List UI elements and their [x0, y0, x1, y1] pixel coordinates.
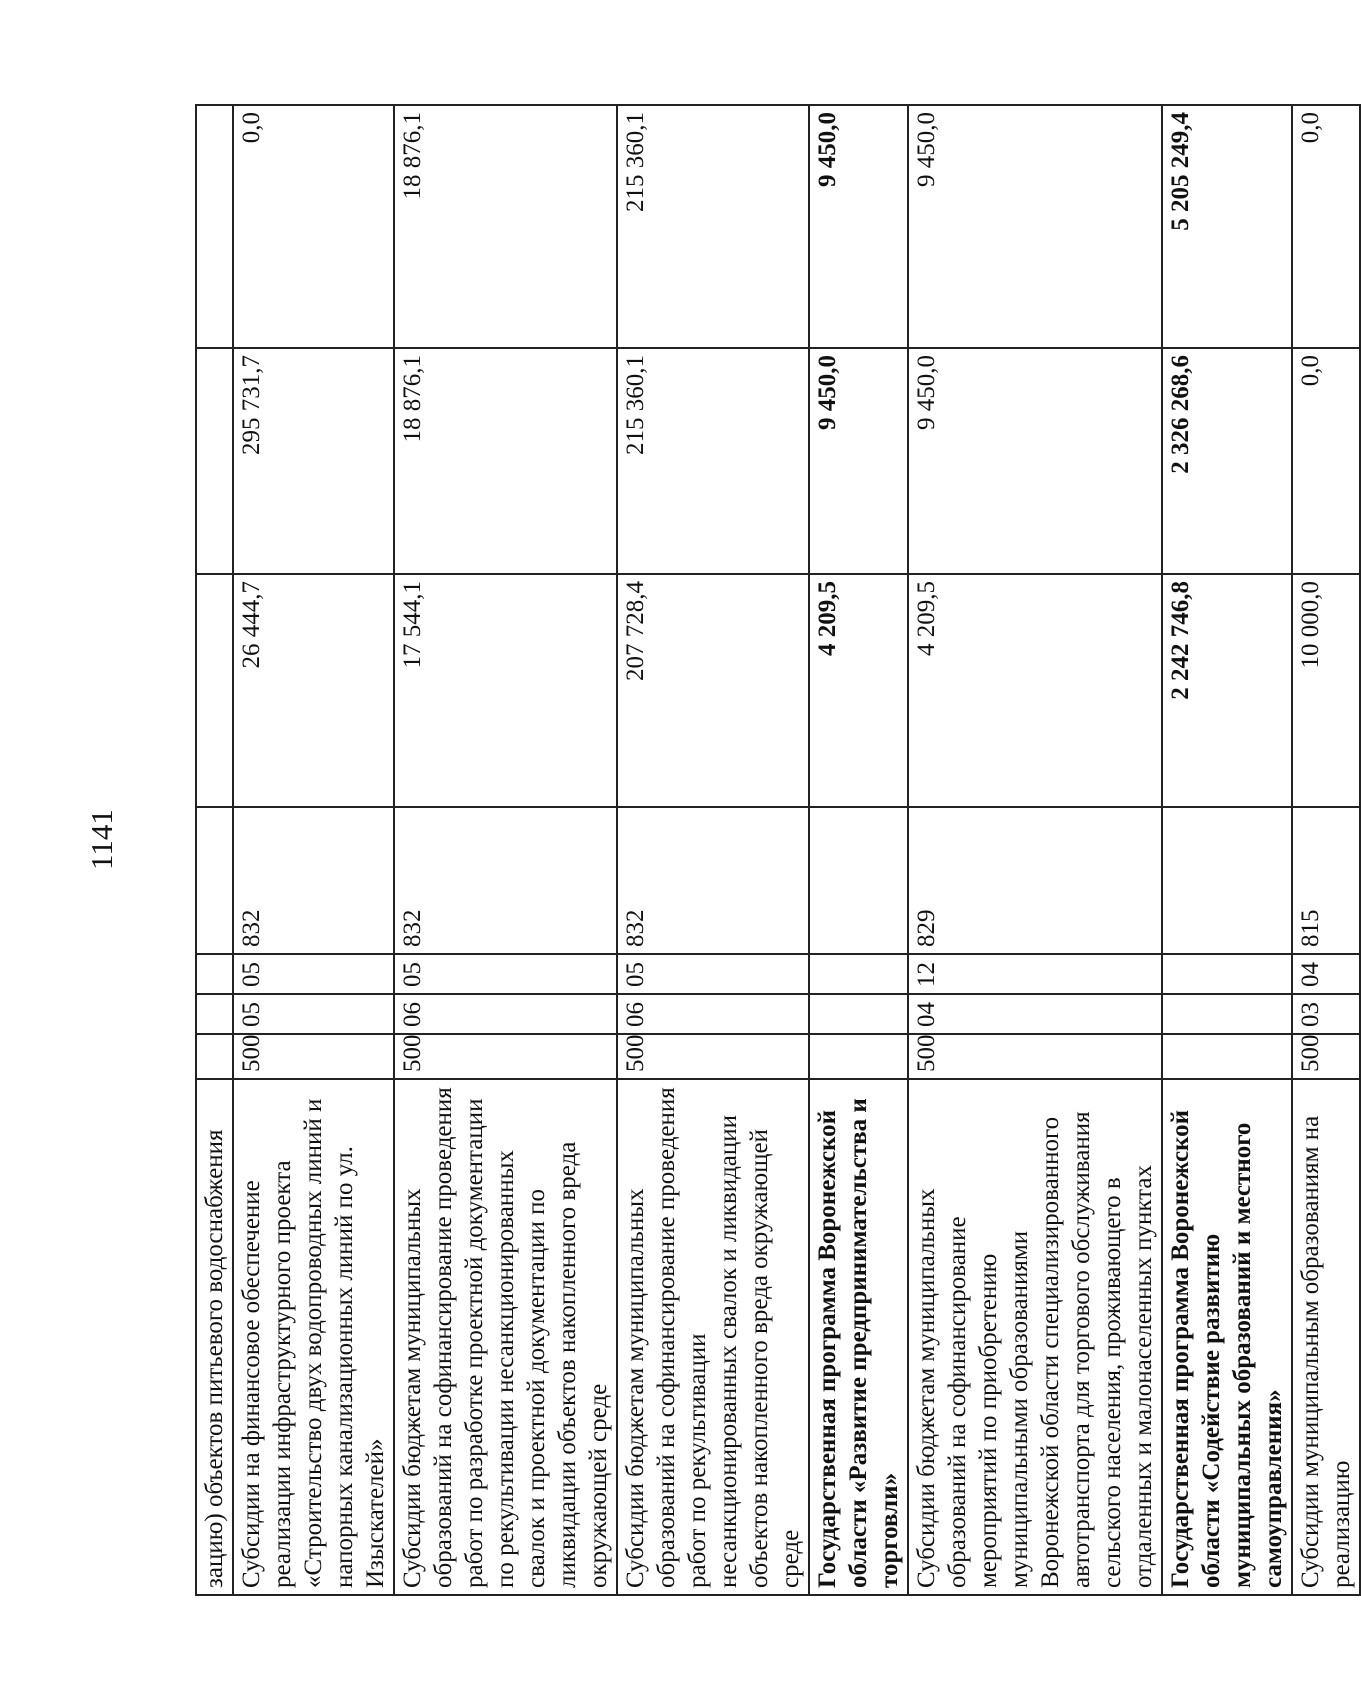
row-code-1: 500: [233, 1034, 394, 1079]
row-value-3: 0,0: [233, 105, 394, 348]
row-code-4: [1162, 807, 1292, 954]
budget-table-rotated: [195, 106, 1355, 1596]
row-value-3: 18 876,1: [394, 105, 617, 348]
row-code-2: [196, 994, 233, 1034]
row-name: Субсидии муниципальным образованиям на реализацию: [1292, 1079, 1360, 1595]
row-value-2: 0,0: [1292, 348, 1360, 574]
row-value-1: 10 000,0: [1292, 574, 1360, 807]
row-code-4: [196, 807, 233, 954]
row-value-3: 9 450,0: [908, 105, 1162, 348]
row-value-2: [196, 348, 233, 574]
row-value-1: 207 728,4: [617, 574, 809, 807]
row-value-3: [196, 105, 233, 348]
row-name: Государственная программа Воронежской области «Развитие предпринимательства и торговли»: [809, 1079, 908, 1595]
table-row: [196, 105, 233, 1595]
row-code-2: 06: [617, 994, 809, 1034]
row-value-2: 295 731,7: [233, 348, 394, 574]
table-row-program: [809, 105, 908, 1595]
row-code-3: [196, 954, 233, 994]
row-value-3: 0,0: [1292, 105, 1360, 348]
row-value-1: 26 444,7: [233, 574, 394, 807]
budget-table: [195, 104, 1361, 1596]
row-name: Субсидии бюджетам муниципальных образований на софинансирование проведения работ по разработке проектной документации по рекультивации несанкционированных свалок и проектной документации по ликвидации объектов накопленного вреда окружающей среде: [394, 1079, 617, 1595]
row-code-3: [1162, 954, 1292, 994]
row-code-4: 829: [908, 807, 1162, 954]
table-row: [233, 105, 394, 1595]
table-row: [617, 105, 809, 1595]
row-code-2: 04: [908, 994, 1162, 1034]
row-name: Государственная программа Воронежской области «Содействие развитию муниципальных образований и местного самоуправления»: [1162, 1079, 1292, 1595]
row-value-2: 2 326 268,6: [1162, 348, 1292, 574]
row-code-3: 05: [394, 954, 617, 994]
row-code-1: [196, 1034, 233, 1079]
table-row: [908, 105, 1162, 1595]
row-value-3: 5 205 249,4: [1162, 105, 1292, 348]
row-name: Субсидии на финансовое обеспечение реализации инфраструктурного проекта «Строительство двух водопроводных линий и напорных канализационных линий по ул. Изыскателей»: [233, 1079, 394, 1595]
row-code-2: [1162, 994, 1292, 1034]
row-value-1: 2 242 746,8: [1162, 574, 1292, 807]
row-value-3: 9 450,0: [809, 105, 908, 348]
row-code-1: [809, 1034, 908, 1079]
row-code-3: 12: [908, 954, 1162, 994]
row-code-3: [809, 954, 908, 994]
row-code-3: 04: [1292, 954, 1360, 994]
row-value-3: 215 360,1: [617, 105, 809, 348]
row-code-1: 500: [1292, 1034, 1360, 1079]
row-code-2: 03: [1292, 994, 1360, 1034]
row-value-2: 9 450,0: [809, 348, 908, 574]
table-row: [394, 105, 617, 1595]
row-code-3: 05: [617, 954, 809, 994]
row-code-4: 832: [617, 807, 809, 954]
table-row: [1292, 105, 1360, 1595]
row-code-1: 500: [908, 1034, 1162, 1079]
row-value-1: 4 209,5: [908, 574, 1162, 807]
row-value-2: 18 876,1: [394, 348, 617, 574]
row-name: Субсидии бюджетам муниципальных образований на софинансирование проведения работ по рекультивации несанкционированных свалок и ликвидации объектов накопленного вреда окружающей среде: [617, 1079, 809, 1595]
row-code-2: 05: [233, 994, 394, 1034]
row-name: Субсидии бюджетам муниципальных образований на софинансирование мероприятий по приобретению муниципальными образованиями Воронежской области специализированного автотранспорта для торгового обслуживания сельского населения, проживающего в отдаленных и малонаселенных пунктах: [908, 1079, 1162, 1595]
row-value-2: 9 450,0: [908, 348, 1162, 574]
row-code-4: 832: [233, 807, 394, 954]
budget-table-wrapper: [195, 106, 1355, 1596]
row-code-4: 832: [394, 807, 617, 954]
table-row-program: [1162, 105, 1292, 1595]
row-code-3: 05: [233, 954, 394, 994]
row-value-1: 4 209,5: [809, 574, 908, 807]
row-code-1: 500: [617, 1034, 809, 1079]
page-number: 1141: [84, 809, 119, 870]
row-code-1: [1162, 1034, 1292, 1079]
row-code-2: [809, 994, 908, 1034]
row-value-2: 215 360,1: [617, 348, 809, 574]
row-code-2: 06: [394, 994, 617, 1034]
row-value-1: 17 544,1: [394, 574, 617, 807]
row-code-4: 815: [1292, 807, 1360, 954]
row-value-1: [196, 574, 233, 807]
row-code-4: [809, 807, 908, 954]
row-name: зацию) объектов питьевого водоснабжения: [196, 1079, 233, 1595]
row-code-1: 500: [394, 1034, 617, 1079]
